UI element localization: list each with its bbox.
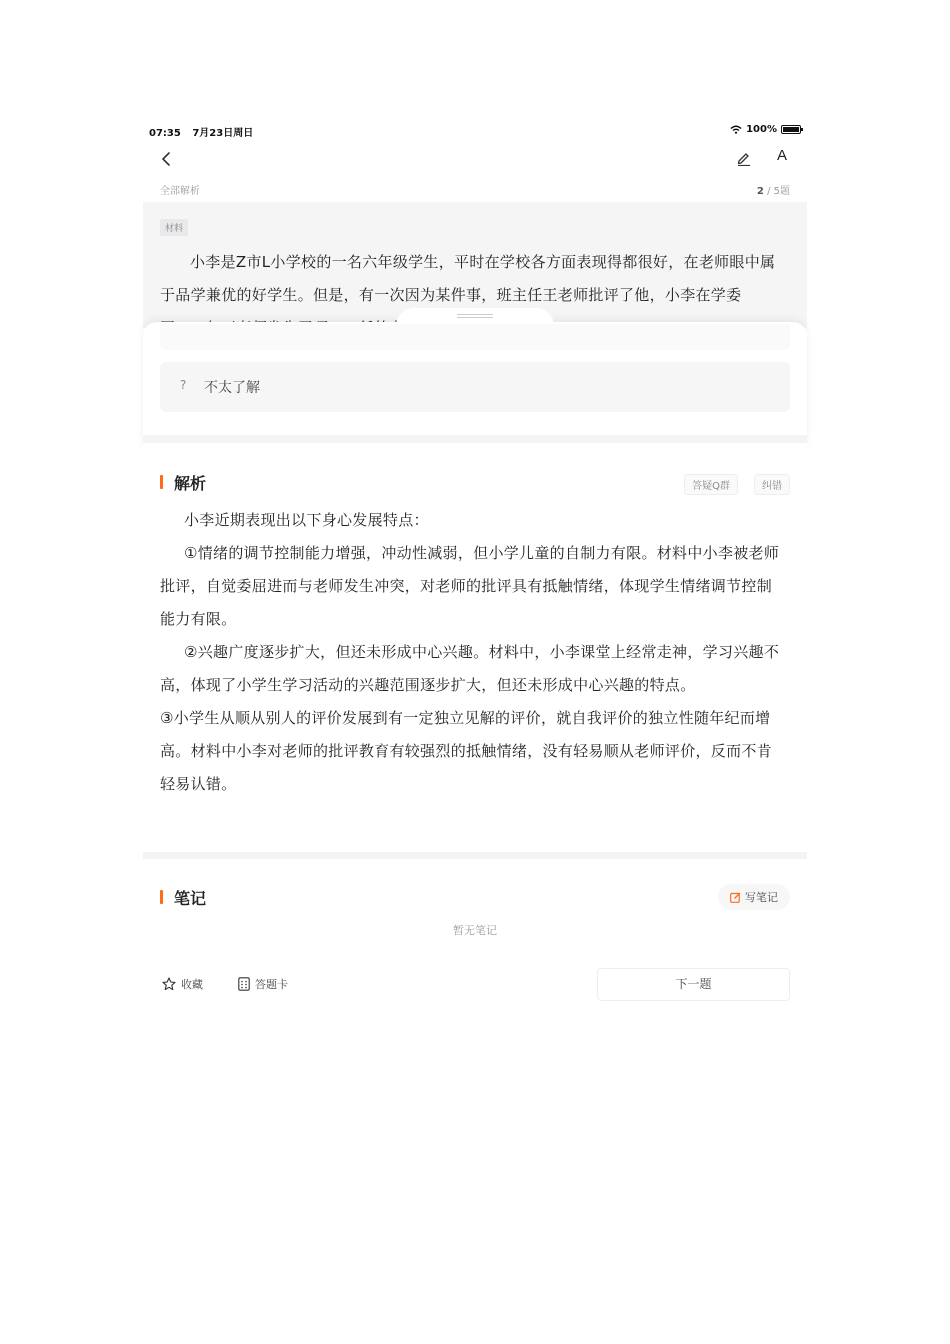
answer-option-label: 不太了解	[204, 380, 260, 396]
analysis-body	[160, 504, 782, 801]
back-arrow-icon[interactable]	[159, 150, 173, 168]
write-note-button[interactable]	[718, 884, 790, 910]
total-questions: / 5题	[767, 186, 790, 197]
analysis-point-2: ②兴趣广度逐步扩大，但还未形成中心兴趣。材料中，小李课堂上经常走神，学习兴趣不高，体现了小学生学习活动的兴趣范围逐步扩大，但还未形成中心兴趣的特点。	[160, 643, 780, 694]
current-question: 2	[756, 186, 764, 197]
answer-option-unsure[interactable]	[160, 362, 790, 412]
analysis-header	[160, 471, 790, 493]
favorite-button[interactable]	[162, 976, 203, 992]
pen-edit-icon[interactable]	[736, 150, 752, 166]
drag-handle[interactable]	[457, 314, 493, 318]
section-divider	[143, 435, 807, 443]
write-note-icon	[730, 892, 741, 903]
next-question-button[interactable]: 下一题	[597, 968, 790, 1001]
nav-bar	[143, 144, 807, 174]
empty-notes-text: 暂无笔记	[453, 924, 497, 937]
question-counter	[757, 182, 790, 197]
notes-header	[160, 886, 790, 908]
notes-title: 笔记	[174, 889, 207, 908]
accent-bar	[160, 890, 163, 904]
report-error-button[interactable]: 纠错	[754, 474, 790, 495]
answer-card-label: 答题卡	[255, 978, 288, 991]
question-mark-icon: ?	[180, 378, 187, 392]
accent-bar	[160, 475, 163, 489]
analysis-title: 解析	[174, 474, 207, 493]
sub-header	[160, 182, 790, 198]
analysis-intro: 小李近期表现出以下身心发展特点：	[184, 511, 429, 529]
analysis-point-1: ①情绪的调节控制能力增强，冲动性减弱，但小学儿童的自制力有限。材料中小李被老师批评，自觉委屈进而与老师发生冲突，对老师的批评具有抵触情绪，体现学生情绪调节控制能力有限。	[160, 544, 780, 628]
answer-card-icon	[238, 977, 250, 991]
status-time: 07:35	[149, 128, 181, 139]
font-size-button[interactable]: A	[776, 147, 787, 164]
battery-icon	[781, 125, 801, 134]
app-screen	[143, 116, 807, 1010]
favorite-label: 收藏	[181, 978, 203, 991]
breadcrumb: 全部解析	[160, 186, 200, 197]
wifi-icon	[730, 125, 742, 134]
material-tag: 材料	[160, 219, 188, 236]
section-divider	[143, 852, 807, 859]
answer-card-button[interactable]	[238, 976, 288, 992]
status-date: 7月23日周日	[192, 128, 254, 139]
previous-option[interactable]	[160, 324, 790, 350]
battery-percent: 100%	[746, 124, 777, 135]
bottom-toolbar	[160, 968, 790, 1002]
answer-sheet	[143, 322, 807, 447]
analysis-point-3: ③小学生从顺从别人的评价发展到有一定独立见解的评价，就自我评价的独立性随年纪而增高。材料中小李对老师的批评教育有较强烈的抵触情绪，没有轻易顺从老师评价，反而不肯轻易认错。	[160, 709, 773, 793]
star-icon	[162, 977, 176, 991]
write-note-label: 写笔记	[745, 891, 778, 904]
material-text: 小李是Z市L小学校的一名六年级学生，平时在学校各方面表现得都很好，在老师眼中属于品学兼优的好学生。但是，有一次因为某件事，班主任王老师批评了他，小李在学委	[160, 253, 776, 304]
qgroup-button[interactable]: 答疑Q群	[684, 474, 738, 495]
status-bar	[149, 122, 801, 138]
